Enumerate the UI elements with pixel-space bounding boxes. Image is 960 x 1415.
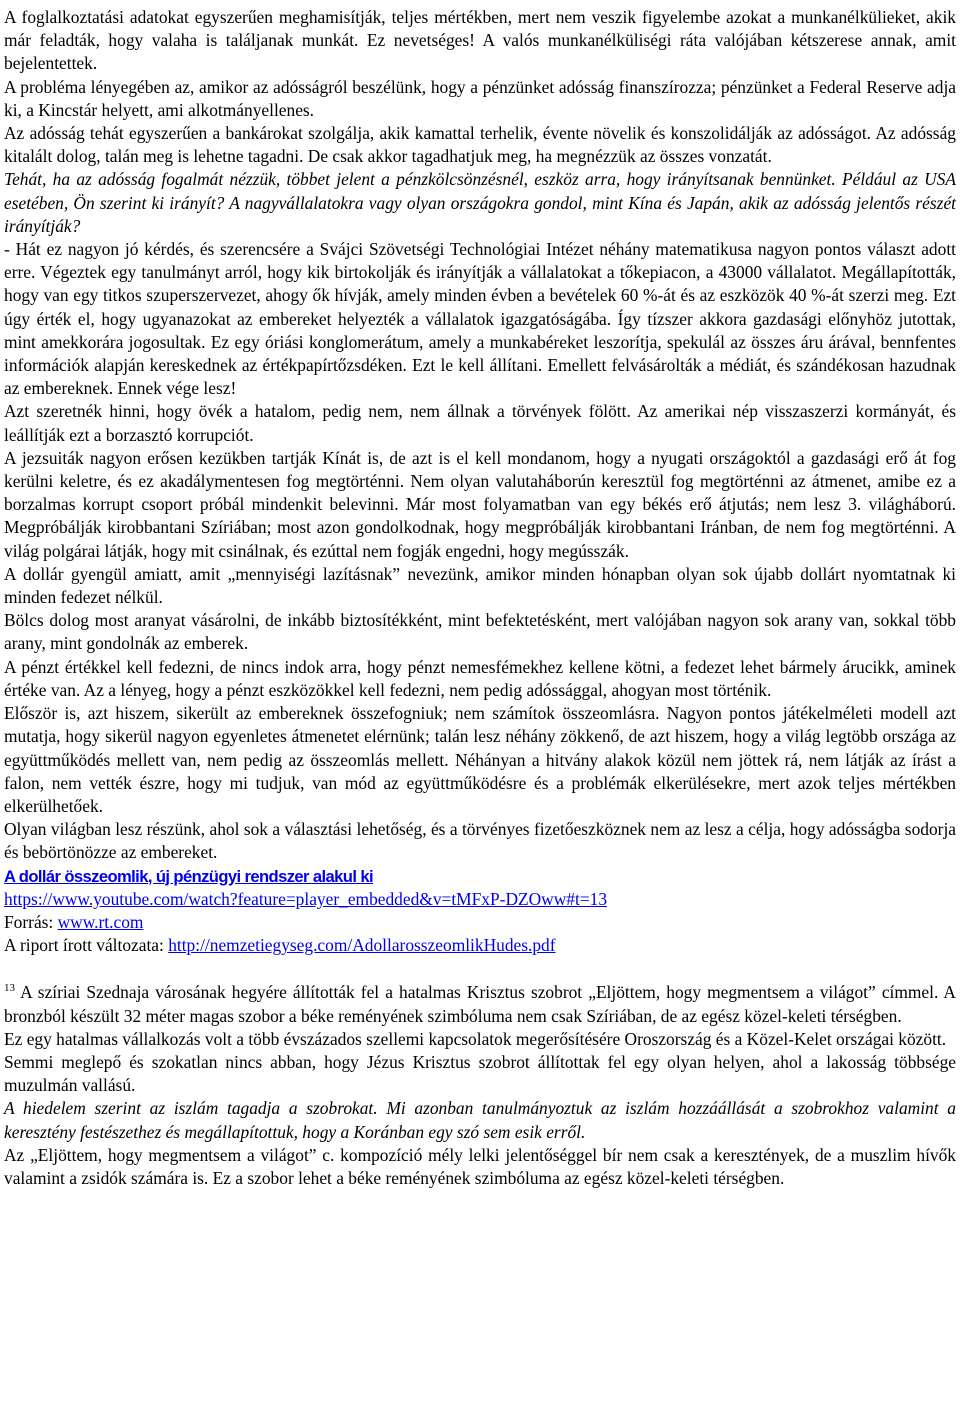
source-link[interactable]: www.rt.com bbox=[57, 911, 144, 932]
youtube-link[interactable]: https://www.youtube.com/watch?feature=player_embedded&v=tMFxP-DZOww#t=13 bbox=[4, 888, 608, 909]
report-label: A riport írott változata: bbox=[4, 935, 169, 956]
source-line bbox=[4, 911, 956, 934]
paragraph-dollar-weakening: A dollár gyengül amiatt, amit „mennyiségi lazításnak” nevezünk, amikor minden hónapban olyan sok újabb dollárt nyomtatnak ki minden fedezet nélkül. bbox=[4, 563, 956, 608]
article-title-line bbox=[4, 865, 956, 888]
paragraph-money-backing: A pénzt értékkel kell fedezni, de nincs indok arra, hogy pénzt nemesfémekhez kellene kötni, a fedezet lehet bármely árucikk, aminek értéke van. Az a lényeg, hogy a pénzt eszközökkel kell fedezni, nem pedig adóssággal, ahogyan most történik. bbox=[4, 656, 956, 700]
footnote-number: 13 bbox=[4, 982, 15, 995]
paragraph-jesuits: A jezsuiták nagyon erősen kezükben tartják Kínát is, de azt is el kell mondanom, hogy a nyugati országoktól a gazdasági erő át fog kerülni keletre, és ez akadálymentesen fog megtörténni. Nem olyan valutaháborún keresztül fog megtörténni az átmenet, amibe ez a borzalmas korrupt csoport próbál mindenkit belevinni. Már most folyamatban van egy békés erő átjutás; nem lesz 3. világháború. Megpróbálják kirobbantani Szíriában; most azon gondolkodnak, hogy megpróbálják kirobbantani Iránban, de nem fog megtörténni. A világ polgárai látják, hogy mit csinálnak, és ezúttal nem fogják engedni, hogy megússzák. bbox=[4, 447, 956, 561]
paragraph-cooperation: Először is, azt hiszem, sikerült az embereknek összefogniuk; nem számítok összeomlásra. Nagyon pontos játékelméleti modell azt mutatja, hogy sikerül nagyon egyenletes átmenetet elérnünk; talán lesz néhány zökkenő, de azt hiszem, hogy a világ legtöbb országa az együttműködés mellett van, nem pedig az összeomlás mellett. Néhányan a hitvány alakok közül nem jöttek rá, nem látják az írást a falon, nem vették észre, hogy mi tudjuk, van mód az együttműködésre és a problémák elkerülésekre, mert azok teljes mértékben elkerülhetőek. bbox=[4, 703, 956, 816]
section-gap bbox=[4, 957, 956, 981]
footnote-paragraph-russia: Ez egy hatalmas vállalkozás volt a több évszázados szellemi kapcsolatok megerősítésére Oroszország és a Közel-Kelet országai között. bbox=[4, 1028, 947, 1049]
footnote-paragraph-composition: Az „Eljöttem, hogy megmentsem a világot” c. kompozíció mély lelki jelentőséggel bír nem csak a keresztények, de a muszlim hívők valamint a zsidók számára is. Ez a szobor lehet a béke reményének szimbóluma az egész közel-keleti térségben. bbox=[4, 1144, 956, 1188]
paragraph-gold: Bölcs dolog most aranyat vásárolni, de inkább biztosítékként, mint befektetésként, mert valójában nagyon sok arany van, sokkal több arany, mint gondolnák az emberek. bbox=[4, 610, 956, 654]
paragraph-debt-problem: A probléma lényegében az, amikor az adósságról beszélünk, hogy a pénzünket adósság finanszírozza; pénzünket a Federal Reserve adja ki, a Kincstár helyett, ami alkotmányellenes. bbox=[4, 76, 956, 120]
footnote-paragraph-muslim: Semmi meglepő és szokatlan nincs abban, hogy Jézus Krisztus szobrot állítottak fel egy olyan helyen, ahol a lakosság többsége muzulmán vallású. bbox=[4, 1051, 956, 1096]
paragraph-question: Tehát, ha az adósság fogalmát nézzük, többet jelent a pénzkölcsönzésnél, eszköz arra, hogy irányítsanak bennünket. Például az USA esetében, Ön szerint ki irányít? A nagyvállalatokra vagy olyan országokra gondol, mint Kína és Japán, akik az adósság jelentős részét irányítják? bbox=[4, 169, 956, 236]
report-pdf-link[interactable]: http://nemzetiegyseg.com/AdollarosszeomlikHudes.pdf bbox=[168, 935, 556, 956]
article-title-link[interactable]: A dollár összeomlik, új pénzügyi rendszer alakul ki bbox=[4, 866, 373, 886]
paragraph-future-world: Olyan világban lesz részünk, ahol sok a választási lehetőség, és a törvényes fizetőeszköznek nem az lesz a célja, hogy adósságba sodorja és bebörtönözze az embereket. bbox=[4, 819, 956, 863]
paragraph-power: Azt szeretnék hinni, hogy övék a hatalom, pedig nem, nem állnak a törvények fölött. Az amerikai nép visszaszerzi kormányát, és leállítják ezt a borzasztó korrupciót. bbox=[4, 401, 956, 445]
footnote-paragraph-islam-statues: A hiedelem szerint az iszlám tagadja a szobrokat. Mi azonban tanulmányoztuk az iszlám hozzáállását a szobrokhoz valamint a keresztény festészethez és megállapítottuk, hogy a Koránban egy szó sem esik erről. bbox=[4, 1098, 956, 1142]
source-label: Forrás: bbox=[4, 911, 58, 932]
footnote-paragraph-statue bbox=[4, 981, 956, 1027]
paragraph-debt-bankers: Az adósság tehát egyszerűen a bankárokat szolgálja, akik kamattal terhelik, évente növelik és konszolidálják az adósságot. Az adósság kitalált dolog, talán meg is lehetne tagadni. De csak akkor tagadhatjuk meg, ha megnézzük az összes vonzatát. bbox=[4, 123, 956, 167]
paragraph-employment-data: A foglalkoztatási adatokat egyszerűen meghamisítják, teljes mértékben, mert nem veszik figyelembe azokat a munkanélkülieket, akik már feladták, hogy valaha is találjanak munkát. Ez nevetséges! A valós munkanélküliségi ráta valójában kétszerese annak, amit bejelentettek. bbox=[4, 7, 956, 74]
footnote-text: A szíriai Szednaja városának hegyére állították fel a hatalmas Krisztus szobrot „Eljöttem, hogy megmentsem a világot” címmel. A bronzból készült 32 méter magas szobor a béke reményének szimbóluma nem csak Szíriában, de az egész közel-keleti térségben. bbox=[4, 982, 956, 1026]
report-line bbox=[4, 934, 956, 957]
paragraph-answer-swiss-study: - Hát ez nagyon jó kérdés, és szerencsére a Svájci Szövetségi Technológiai Intézet néhány matematikusa nagyon pontos választ adott erre. Végeztek egy tanulmányt arról, hogy kik birtokolják és irányítják a vállalatokat a tőkepiacon, a 43000 vállalatot. Megállapították, hogy van egy titkos szuperszervezet, ahogy ők hívják, amely minden évben a bevételek 60 %-át és az eszközök 40 %-át szerzi meg. Ezt úgy érték el, hogy ugyanazokat az embereket helyezték a vállalatok igazgatóságába. Így tízszer akkora gazdasági előnyhöz jutottak, mint amekkorára jogosultak. Ez egy óriási konglomerátum, amely a munkabéreket leszorítja, spekulál az összes áru árával, bennfentes információk alapján kereskednek az értékpapírtőzsdéken. Ezt le kell állítani. Emellett felvásárolták a médiát, és szándékosan hazudnak az embereknek. Ennek vége lesz! bbox=[4, 239, 956, 399]
youtube-line bbox=[4, 888, 956, 911]
